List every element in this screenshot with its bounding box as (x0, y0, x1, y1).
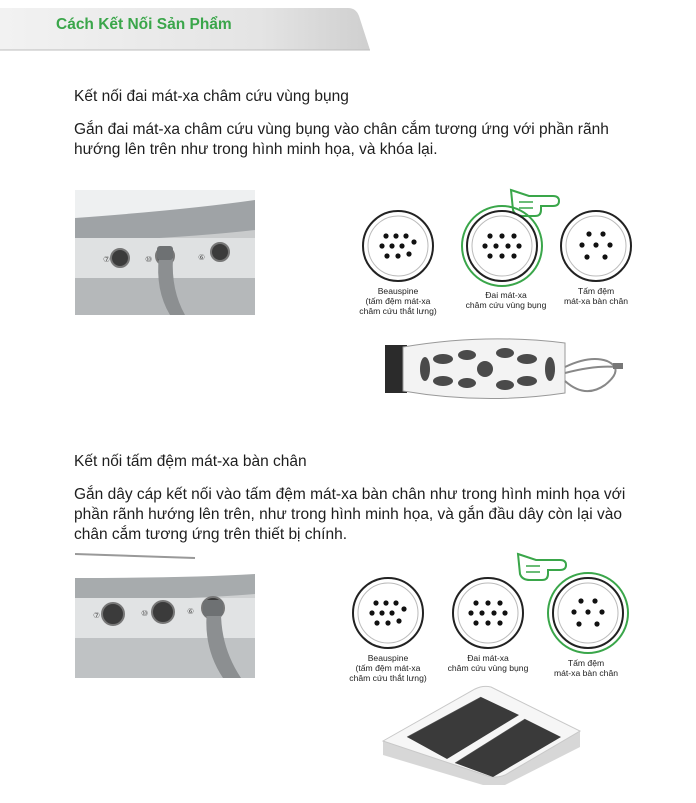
label-line: Tấm đệm (567, 658, 605, 668)
label-line: châm cứu vùng bụng (447, 663, 529, 673)
connector-beauspine-icon (350, 575, 426, 651)
svg-text:⑦: ⑦ (103, 255, 111, 264)
label-line: Beauspine (377, 286, 419, 296)
connector-abdominal-belt-icon (450, 575, 526, 651)
connector-label-abdominal-belt (428, 653, 548, 673)
label-line: Beauspine (367, 653, 409, 663)
svg-text:⑩: ⑩ (145, 255, 153, 264)
header-banner (0, 0, 370, 54)
section1-body-line: hướng lên trên như trong hình minh họa, và khóa lại. (74, 141, 438, 158)
label-line: châm cứu vùng bụng (465, 300, 547, 310)
connector-label-beauspine (338, 286, 458, 316)
connector-abdominal-belt-icon (457, 204, 547, 288)
section2-title: Kết nối tấm đệm mát-xa bàn chân (74, 453, 307, 470)
label-line: châm cứu thắt lưng) (359, 306, 437, 316)
device-port-photo-1 (75, 190, 255, 315)
label-line: Đai mát-xa (485, 290, 527, 300)
label-line: (tấm đệm mát-xa (365, 296, 431, 306)
section1-body (74, 120, 609, 160)
section2-body (74, 485, 625, 545)
label-line: mát-xa bàn chân (563, 296, 628, 306)
abdominal-belt-illustration (385, 325, 630, 410)
section1-title: Kết nối đai mát-xa châm cứu vùng bụng (74, 88, 349, 105)
device-port-photo-2 (75, 548, 255, 678)
connector-beauspine-icon (360, 208, 436, 284)
connector-label-foot-pad (546, 286, 646, 306)
section2-body-line: phần rãnh hướng lên trên, như trong hình minh họa, và gắn đầu dây còn lại vào (74, 506, 622, 523)
connector-foot-pad-icon (558, 208, 634, 284)
connector-foot-pad-icon (543, 571, 633, 655)
label-line: mát-xa bàn chân (553, 668, 618, 678)
svg-text:⑥: ⑥ (187, 607, 195, 616)
section1-body-line: Gắn đai mát-xa châm cứu vùng bụng vào chân cắm tương ứng với phần rãnh (74, 121, 609, 138)
section2-body-line: chân cắm tương ứng trên thiết bị chính. (74, 526, 348, 543)
svg-text:⑥: ⑥ (198, 253, 206, 262)
svg-text:⑩: ⑩ (141, 609, 149, 618)
label-line: Đai mát-xa (467, 653, 509, 663)
page-title: Cách Kết Nối Sản Phẩm (56, 16, 232, 33)
connector-label-foot-pad (536, 658, 636, 678)
foot-pad-illustration (375, 685, 585, 785)
label-line: Tấm đệm (577, 286, 615, 296)
label-line: châm cứu thắt lưng) (349, 673, 427, 683)
section2-body-line: Gắn dây cáp kết nối vào tấm đệm mát-xa bàn chân như trong hình minh họa với (74, 486, 626, 503)
svg-text:⑦: ⑦ (93, 611, 101, 620)
label-line: (tấm đệm mát-xa (355, 663, 421, 673)
